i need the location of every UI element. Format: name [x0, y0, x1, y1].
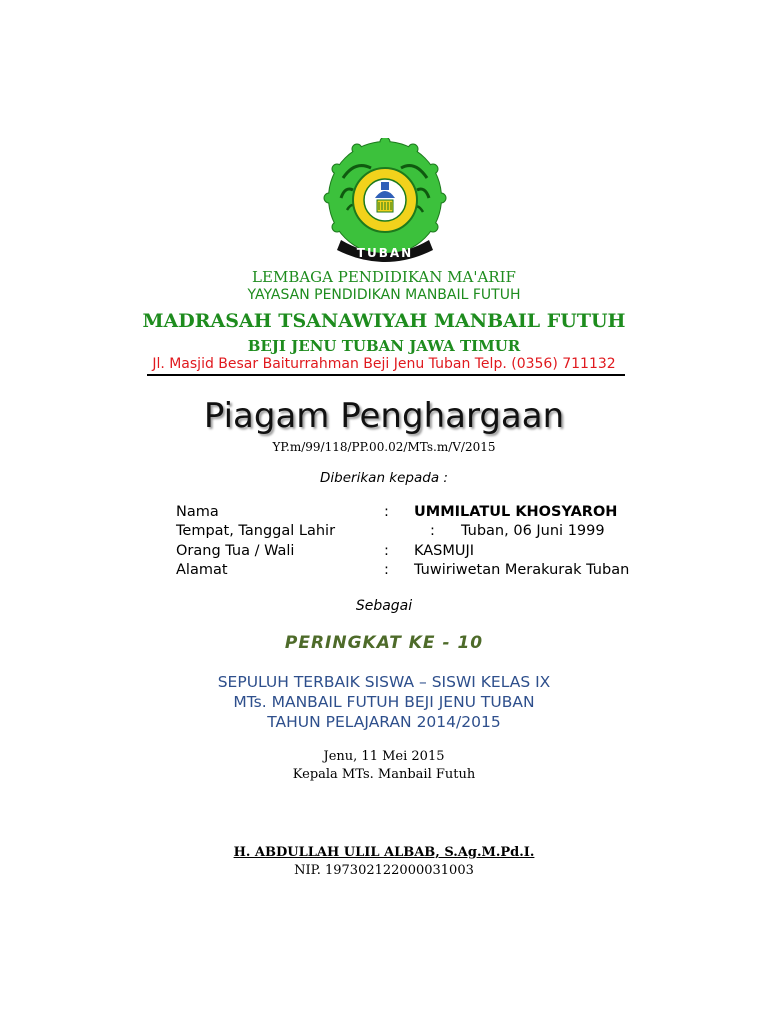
signer-name: H. ABDULLAH ULIL ALBAB, S.Ag.M.Pd.I.	[233, 845, 535, 860]
award-desc-line1: SEPULUH TERBAIK SISWA – SISWI KELAS IX	[217, 673, 551, 691]
colon: :	[384, 504, 389, 520]
award-desc-line2: MTs. MANBAIL FUTUH BEJI JENU TUBAN	[233, 693, 535, 711]
as-label: Sebagai	[355, 598, 413, 614]
value-orang-tua: KASMUJI	[414, 543, 475, 559]
signer-position: Kepala MTs. Manbail Futuh	[292, 767, 476, 782]
signer-nip: NIP. 197302122000031003	[294, 863, 474, 878]
school-logo	[315, 138, 455, 266]
colon: :	[430, 523, 435, 539]
label-tempat-tanggal-lahir: Tempat, Tanggal Lahir	[176, 523, 336, 539]
value-alamat: Tuwiriwetan Merakurak Tuban	[414, 562, 630, 578]
colon: :	[384, 543, 389, 559]
given-to-label: Diberikan kepada :	[320, 470, 448, 486]
label-nama: Nama	[176, 504, 219, 520]
label-orang-tua: Orang Tua / Wali	[176, 543, 295, 559]
colon: :	[384, 562, 389, 578]
value-nama: UMMILATUL KHOSYAROH	[414, 504, 618, 520]
award-desc-line3: TAHUN PELAJARAN 2014/2015	[267, 713, 501, 731]
place-date: Jenu, 11 Mei 2015	[323, 749, 445, 764]
header-line1: LEMBAGA PENDIDIKAN MA'ARIF	[252, 268, 516, 286]
school-name: MADRASAH TSANAWIYAH MANBAIL FUTUH	[142, 310, 626, 332]
school-location: BEJI JENU TUBAN JAWA TIMUR	[247, 337, 521, 355]
award-rank: PERINGKAT KE - 10	[284, 633, 484, 653]
header-divider	[147, 374, 625, 376]
certificate-number: YP.m/99/118/PP.00.02/MTs.m/V/2015	[272, 440, 496, 454]
certificate-title: Piagam Penghargaan	[203, 396, 565, 436]
school-address: Jl. Masjid Besar Baiturrahman Beji Jenu Tuban Telp. (0356) 711132	[152, 356, 616, 372]
header-line2: YAYASAN PENDIDIKAN MANBAIL FUTUH	[247, 287, 521, 303]
value-tempat-tanggal-lahir: Tuban, 06 Juni 1999	[461, 523, 605, 539]
logo-ribbon-text: TUBAN	[356, 246, 414, 260]
label-alamat: Alamat	[176, 562, 228, 578]
